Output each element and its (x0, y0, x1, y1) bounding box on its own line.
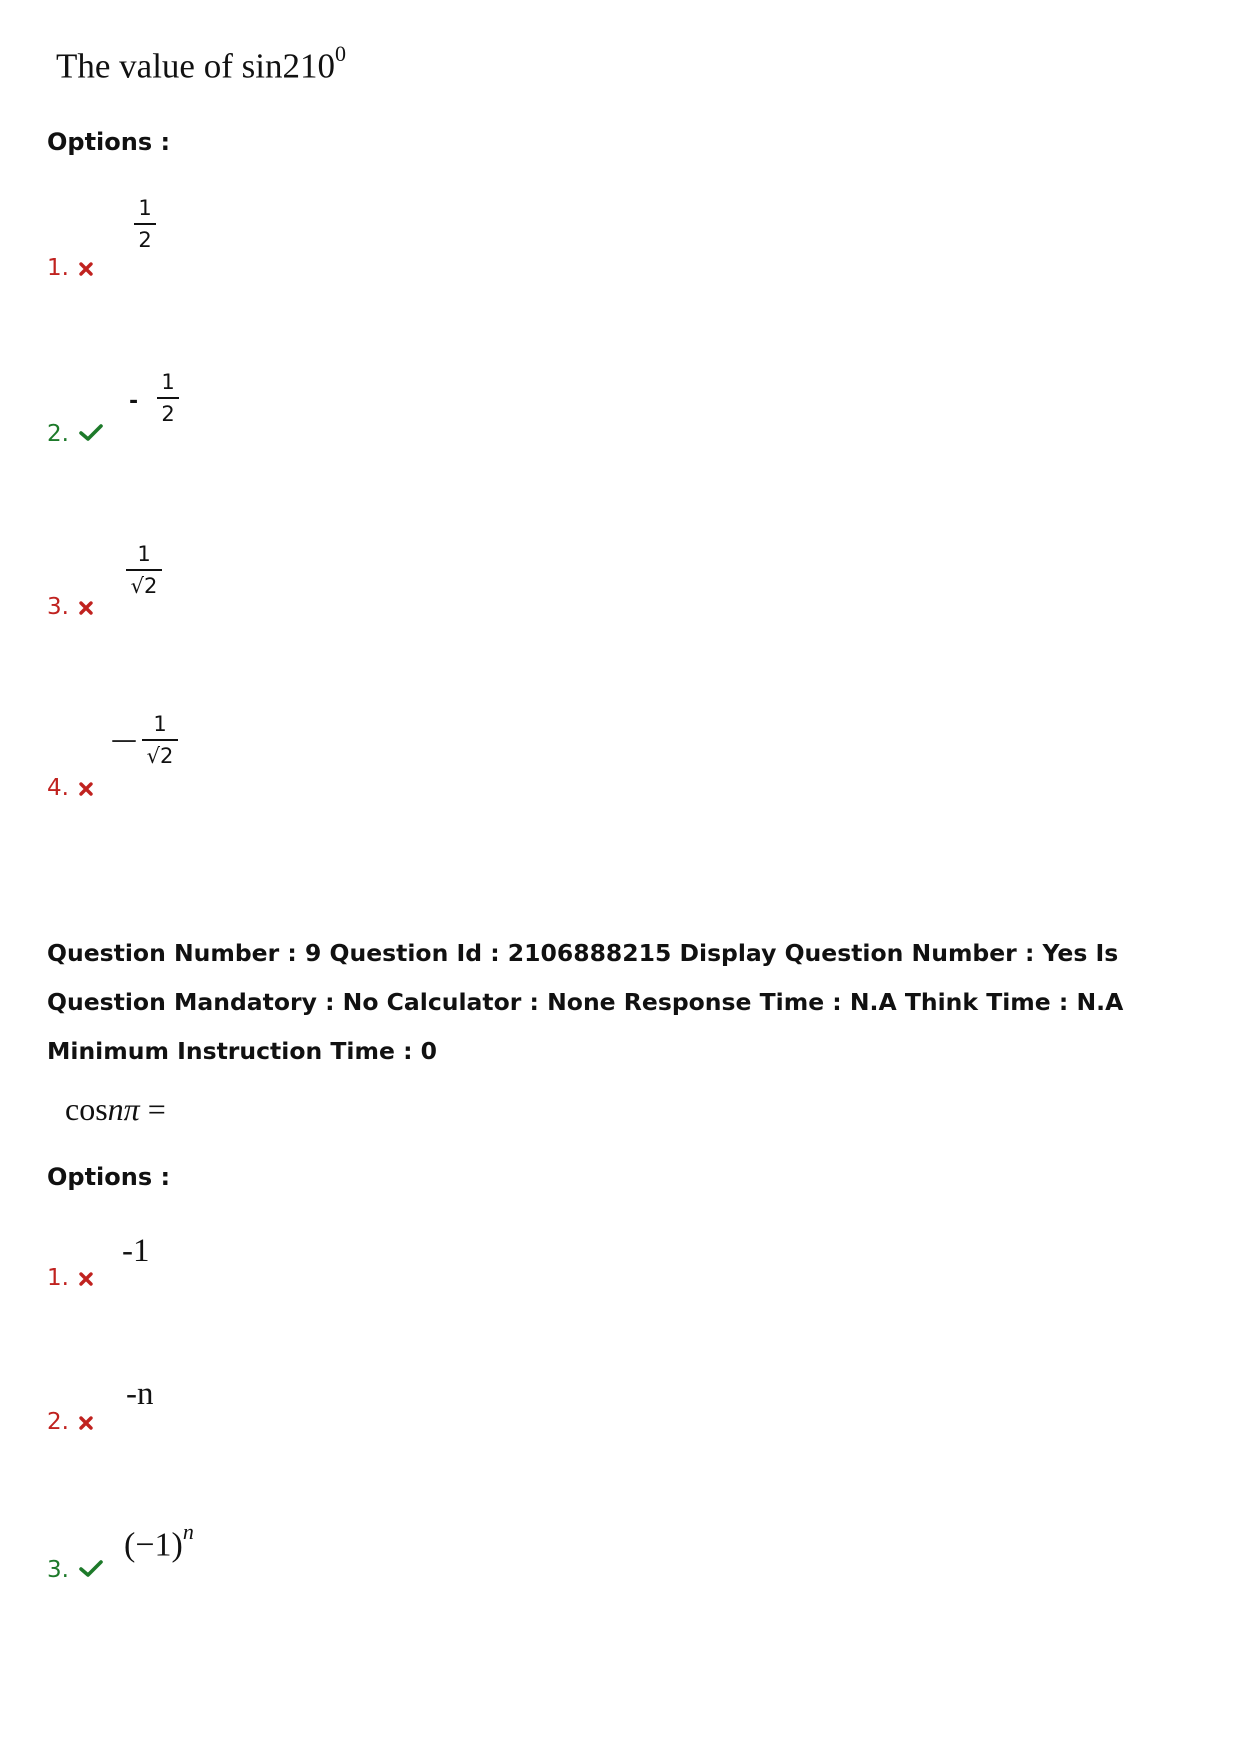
fraction-denominator: √2 (130, 574, 158, 598)
option-3 (47, 1557, 103, 1584)
option-1 (47, 255, 93, 282)
options-label: Options : (47, 128, 171, 156)
option-3 (47, 594, 93, 621)
fraction-denominator: 2 (138, 228, 152, 252)
check-icon (79, 422, 103, 448)
degree-superscript: 0 (334, 41, 346, 66)
options-label: Options : (47, 1163, 171, 1191)
stem-equals: = (147, 1091, 166, 1127)
option-4-minus-sign: — (111, 725, 134, 755)
check-icon (79, 1558, 103, 1584)
option-2-minus-sign: - (129, 389, 139, 414)
option-4-fraction (142, 712, 178, 768)
option-2-fraction (157, 370, 179, 426)
cross-icon (79, 1410, 93, 1436)
option-3-fraction (126, 542, 162, 598)
option-number: 2. (47, 421, 69, 447)
option-number: 3. (47, 594, 69, 620)
question-9-stem (65, 1091, 166, 1128)
cross-icon (79, 776, 93, 802)
option-2 (47, 421, 103, 448)
question-9-metadata: Question Number : 9 Question Id : 2106888215 Display Question Number : Yes Is Question Mandatory : No Calculator : None Response Time : N.A Think Time : N.A Minimum Instruction Time : 0 (47, 939, 1124, 1065)
fraction-numerator: 1 (161, 370, 175, 394)
option-number: 1. (47, 255, 69, 281)
fraction-numerator: 1 (138, 196, 152, 220)
fraction-denominator: 2 (161, 402, 175, 426)
stem-cos: cos (65, 1091, 108, 1127)
option-number: 2. (47, 1409, 69, 1435)
option-number: 4. (47, 775, 69, 801)
option-4 (47, 775, 93, 802)
power-exponent: n (182, 1519, 194, 1544)
cross-icon (79, 256, 93, 282)
option-number: 3. (47, 1557, 69, 1583)
cross-icon (79, 1266, 93, 1292)
option-2-value: -n (126, 1376, 154, 1412)
power-base: (−1) (124, 1526, 183, 1564)
fraction-bar (126, 569, 162, 571)
fraction-numerator: 1 (137, 542, 151, 566)
stem-variable: nπ (107, 1091, 140, 1127)
option-2 (47, 1409, 93, 1436)
fraction-bar (157, 397, 179, 399)
fraction-denominator: √2 (146, 744, 174, 768)
option-number: 1. (47, 1265, 69, 1291)
question-8-stem (56, 41, 346, 87)
fraction-bar (142, 739, 178, 741)
fraction-bar (134, 223, 156, 225)
fraction-numerator: 1 (153, 712, 167, 736)
option-1-value: -1 (122, 1233, 150, 1269)
question-8-stem-text: The value of sin210 (56, 46, 335, 86)
option-1 (47, 1265, 93, 1292)
cross-icon (79, 595, 93, 621)
option-1-fraction (134, 196, 156, 252)
option-3-value (124, 1519, 194, 1564)
